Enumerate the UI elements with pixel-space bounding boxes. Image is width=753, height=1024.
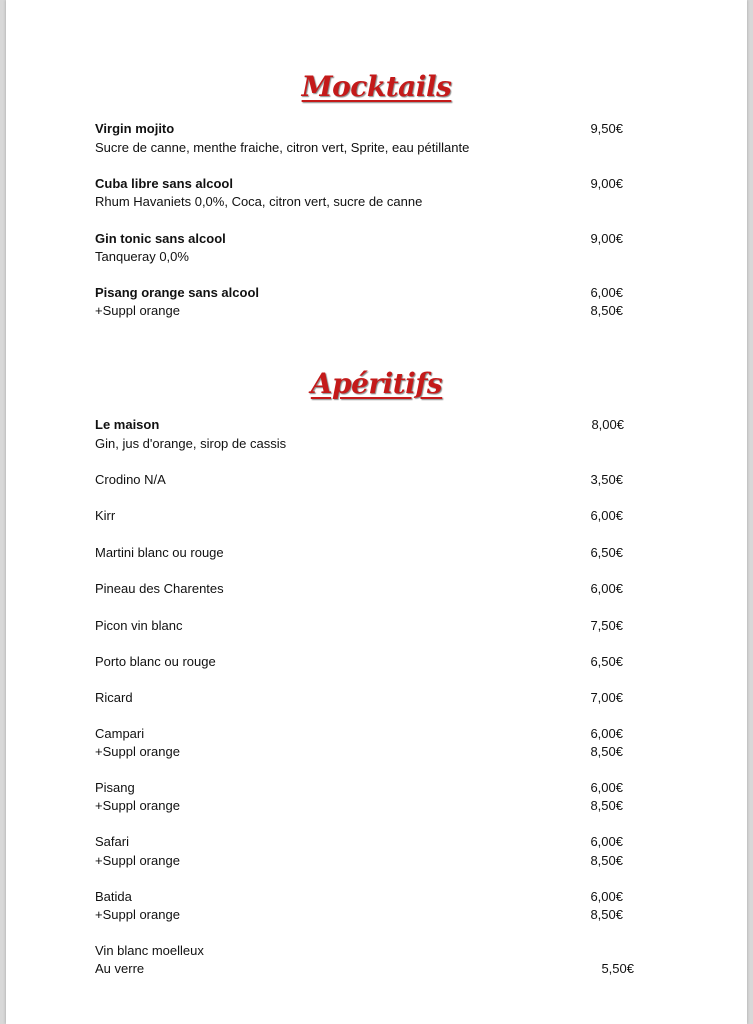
menu-item-description: +Suppl orange <box>95 798 180 813</box>
menu-item-name: Pineau des Charentes <box>95 581 224 596</box>
menu-item-description: +Suppl orange <box>95 744 180 759</box>
menu-item-name: Kirr <box>95 508 116 523</box>
menu-item-price: 6,00€ <box>590 780 623 795</box>
menu-item-description: +Suppl orange <box>95 853 180 868</box>
menu-item-name: Virgin mojito <box>95 121 175 136</box>
menu-item-supplement-price: 8,50€ <box>590 798 623 813</box>
menu-item-name: Cuba libre sans alcool <box>95 176 233 191</box>
section-heading-aperitifs: Apéritifs <box>310 367 443 400</box>
menu-item-price: 6,00€ <box>590 726 623 741</box>
menu-item-description: Rhum Havaniets 0,0%, Coca, citron vert, sucre de canne <box>95 194 423 209</box>
menu-item-price: 5,50€ <box>601 961 634 976</box>
menu-item-price: 9,00€ <box>590 176 623 191</box>
menu-item-price: 6,00€ <box>590 285 623 300</box>
menu-item-price: 7,50€ <box>590 618 623 633</box>
menu-item-name: Gin tonic sans alcool <box>95 231 226 246</box>
menu-item-price: 6,00€ <box>590 508 623 523</box>
menu-item-price: 7,00€ <box>590 690 623 705</box>
menu-item-supplement-price: 8,50€ <box>590 744 623 759</box>
menu-item-name: Batida <box>95 889 132 904</box>
menu-item-price: 9,00€ <box>590 231 623 246</box>
menu-item-name: Safari <box>95 834 129 849</box>
menu-item-name: Martini blanc ou rouge <box>95 545 224 560</box>
menu-item-name: Crodino N/A <box>95 472 166 487</box>
menu-item-name: Pisang <box>95 780 135 795</box>
menu-item-name: Ricard <box>95 690 133 705</box>
menu-item-name: Pisang orange sans alcool <box>95 285 259 300</box>
menu-item-supplement-price: 8,50€ <box>590 907 623 922</box>
menu-item-name: Picon vin blanc <box>95 618 183 633</box>
menu-item-price: 6,00€ <box>590 889 623 904</box>
menu-item-name: Le maison <box>95 417 160 432</box>
menu-item-supplement-price: 8,50€ <box>590 853 623 868</box>
menu-item-description: +Suppl orange <box>95 907 180 922</box>
menu-item-name: Porto blanc ou rouge <box>95 654 216 669</box>
menu-item-description: Tanqueray 0,0% <box>95 249 189 264</box>
menu-item-price: 6,00€ <box>590 581 623 596</box>
menu-item-price: 9,50€ <box>590 121 623 136</box>
menu-item-description: Gin, jus d'orange, sirop de cassis <box>95 436 287 451</box>
menu-item-price: 3,50€ <box>590 472 623 487</box>
menu-item-price: 6,50€ <box>590 545 623 560</box>
menu-item-name: Campari <box>95 726 145 741</box>
menu-item-price: 6,00€ <box>590 834 623 849</box>
menu-item-description: Au verre <box>95 961 145 976</box>
menu-item-price: 8,00€ <box>591 417 624 432</box>
menu-item-name: Vin blanc moelleux <box>95 943 204 958</box>
menu-item-price: 6,50€ <box>590 654 623 669</box>
menu-item-supplement-price: 8,50€ <box>590 303 623 318</box>
section-heading-mocktails: Mocktails <box>301 70 452 103</box>
menu-item-description: Sucre de canne, menthe fraiche, citron vert, Sprite, eau pétillante <box>95 140 470 155</box>
menu-item-description: +Suppl orange <box>95 303 180 318</box>
